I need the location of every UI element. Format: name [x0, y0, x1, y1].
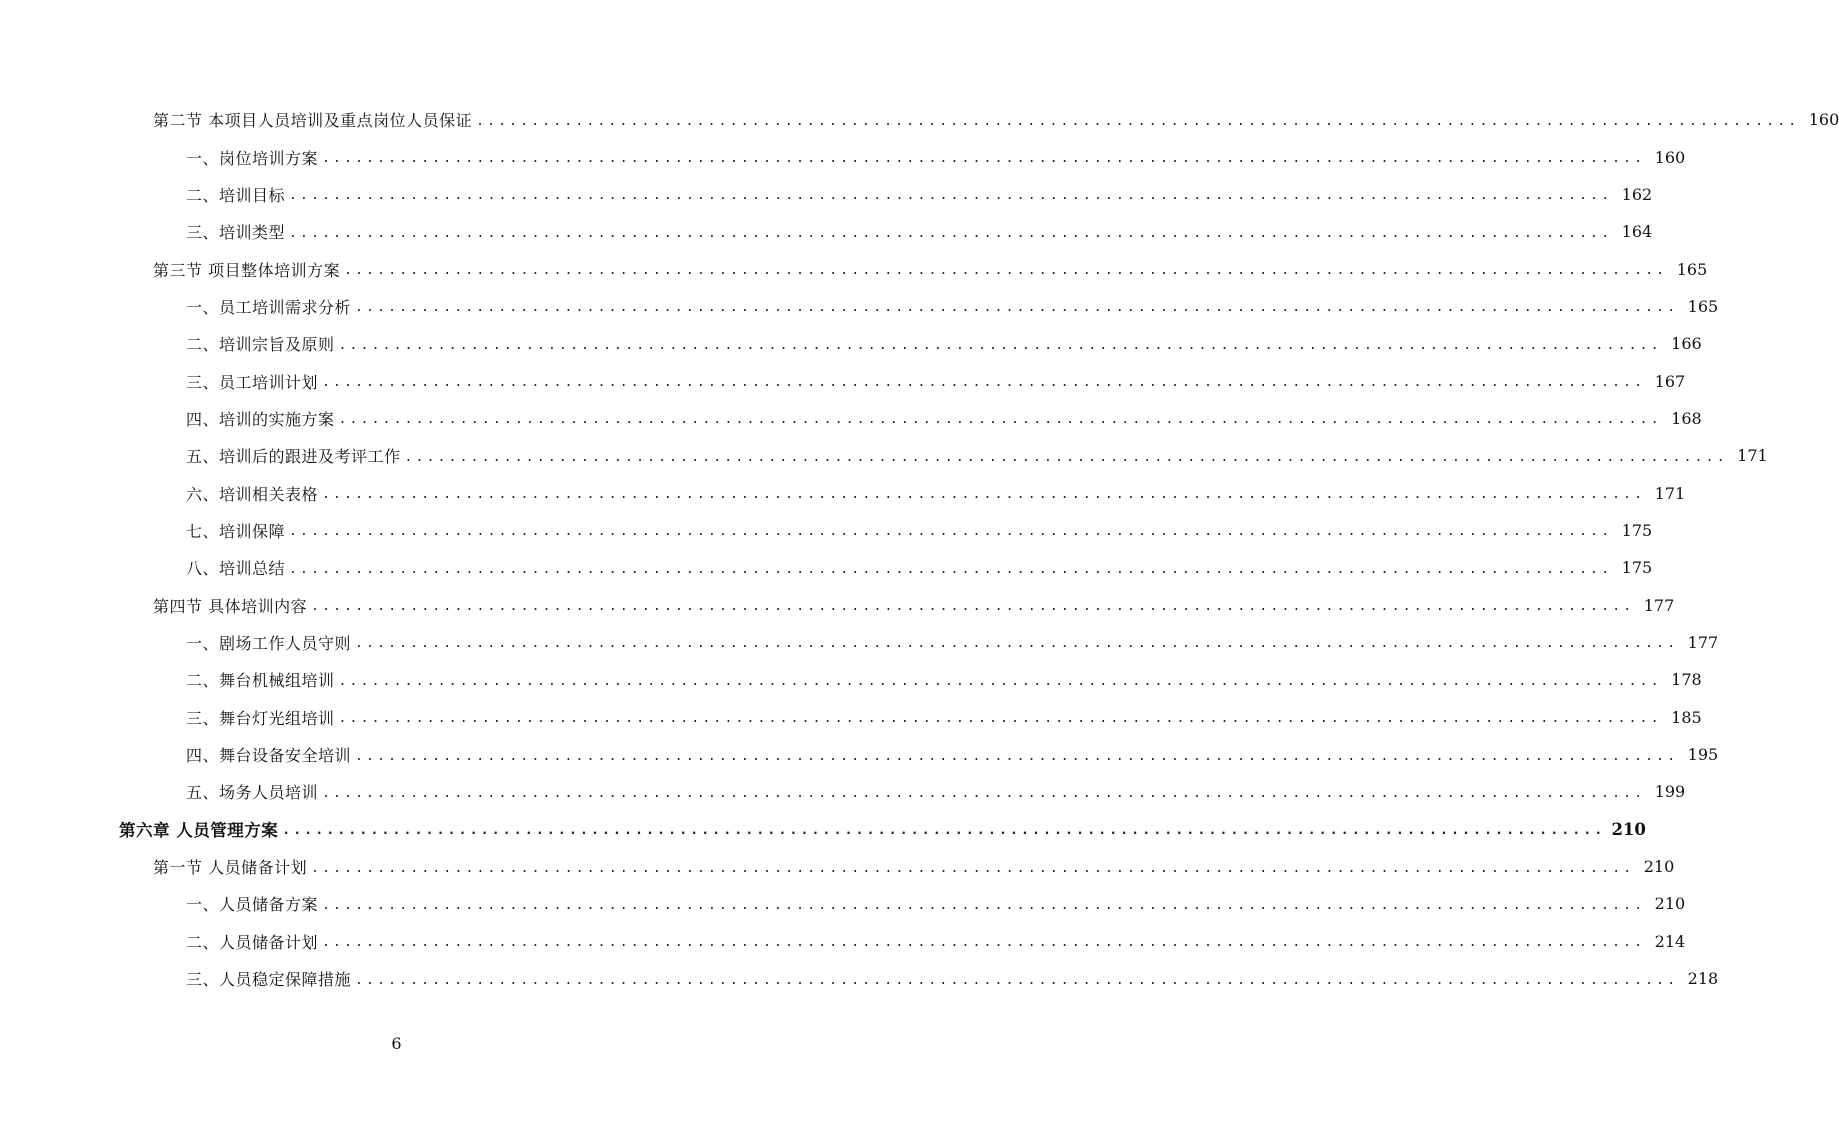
- toc-entry-page: 160: [1654, 147, 1686, 167]
- toc-entry-page: 171: [1737, 446, 1768, 466]
- toc-dot-leader: ........................................................................................................................: [289, 188, 1613, 204]
- toc-entry-title: 三、人员稳定保障措施: [186, 970, 352, 990]
- toc-entry-page: 210: [1611, 819, 1646, 839]
- toc-dot-leader: ........................................................................................................................: [476, 113, 1800, 129]
- toc-subsection-entry[interactable]: [0, 512, 1653, 549]
- toc-dot-leader: ........................................................................................................................: [355, 972, 1679, 988]
- toc-entry-page: 185: [1671, 707, 1702, 727]
- toc-entry-title: 二、舞台机械组培训: [186, 671, 335, 691]
- toc-dot-leader: ........................................................................................................................: [322, 151, 1646, 167]
- toc-entry-title: 五、场务人员培训: [186, 783, 319, 803]
- toc-entry-title: 二、培训宗旨及原则: [186, 335, 335, 355]
- toc-entry-title: 第四节 具体培训内容: [153, 596, 308, 616]
- toc-chapter-entry[interactable]: [0, 811, 1646, 848]
- toc-subsection-entry[interactable]: [0, 288, 1719, 325]
- toc-dot-leader: ........................................................................................................................: [289, 225, 1613, 241]
- toc-section-entry[interactable]: [0, 586, 1675, 623]
- toc-dot-leader: ........................................................................................................................: [338, 673, 1662, 689]
- toc-dot-leader: ........................................................................................................................: [338, 412, 1662, 428]
- toc-entry-page: 165: [1687, 296, 1719, 316]
- toc-entry-title: 六、培训相关表格: [186, 484, 319, 504]
- toc-dot-leader: ........................................................................................................................: [404, 449, 1728, 465]
- toc-dot-leader: ........................................................................................................................: [289, 524, 1613, 540]
- toc-entry-title: 一、剧场工作人员守则: [186, 633, 352, 653]
- toc-entry-page: 199: [1654, 782, 1686, 802]
- toc-entry-title: 一、人员储备方案: [186, 895, 319, 915]
- toc-subsection-entry[interactable]: [0, 773, 1686, 810]
- toc-subsection-entry[interactable]: [0, 923, 1686, 960]
- toc-subsection-entry[interactable]: [0, 138, 1686, 175]
- toc-dot-leader: ........................................................................................................................: [344, 263, 1668, 279]
- toc-entry-page: 195: [1687, 745, 1719, 765]
- toc-dot-leader: ........................................................................................................................: [322, 785, 1646, 801]
- toc-entry-title: 第二节 本项目人员培训及重点岗位人员保证: [153, 111, 473, 131]
- toc-subsection-entry[interactable]: [0, 736, 1719, 773]
- toc-entry-title: 第六章 人员管理方案: [119, 821, 279, 841]
- toc-entry-title: 五、培训后的跟进及考评工作: [186, 447, 401, 467]
- table-of-contents: [0, 101, 1839, 997]
- toc-subsection-entry[interactable]: [0, 960, 1719, 997]
- toc-entry-page: 171: [1654, 483, 1686, 503]
- toc-entry-page: 210: [1643, 857, 1675, 877]
- toc-subsection-entry[interactable]: [0, 699, 1702, 736]
- toc-dot-leader: ........................................................................................................................: [322, 897, 1646, 913]
- toc-dot-leader: ........................................................................................................................: [311, 860, 1635, 876]
- toc-subsection-entry[interactable]: [0, 400, 1702, 437]
- toc-entry-title: 一、岗位培训方案: [186, 148, 319, 168]
- toc-entry-page: 175: [1621, 558, 1653, 578]
- toc-entry-page: 175: [1621, 520, 1653, 540]
- toc-entry-page: 178: [1671, 670, 1702, 690]
- toc-dot-leader: ........................................................................................................................: [355, 300, 1679, 316]
- toc-subsection-entry[interactable]: [0, 176, 1653, 213]
- toc-section-entry[interactable]: [0, 250, 1708, 287]
- toc-subsection-entry[interactable]: [0, 549, 1653, 586]
- toc-entry-title: 第三节 项目整体培训方案: [153, 260, 341, 280]
- toc-subsection-entry[interactable]: [0, 213, 1653, 250]
- toc-entry-title: 八、培训总结: [186, 559, 286, 579]
- toc-entry-page: 167: [1654, 371, 1686, 391]
- toc-dot-leader: ........................................................................................................................: [355, 748, 1679, 764]
- toc-dot-leader: ........................................................................................................................: [322, 375, 1646, 391]
- toc-entry-title: 三、员工培训计划: [186, 372, 319, 392]
- toc-dot-leader: ........................................................................................................................: [355, 636, 1679, 652]
- toc-subsection-entry[interactable]: [0, 661, 1702, 698]
- toc-subsection-entry[interactable]: [0, 362, 1686, 399]
- toc-entry-page: 210: [1654, 894, 1686, 914]
- toc-subsection-entry[interactable]: [0, 437, 1768, 474]
- toc-entry-page: 168: [1671, 408, 1702, 428]
- toc-entry-title: 三、培训类型: [186, 223, 286, 243]
- toc-subsection-entry[interactable]: [0, 325, 1702, 362]
- toc-dot-leader: ........................................................................................................................: [322, 935, 1646, 951]
- toc-section-entry[interactable]: [0, 101, 1839, 138]
- toc-dot-leader: ........................................................................................................................: [338, 711, 1662, 727]
- toc-subsection-entry[interactable]: [0, 624, 1719, 661]
- toc-entry-title: 一、员工培训需求分析: [186, 297, 352, 317]
- toc-entry-page: 160: [1808, 110, 1839, 130]
- toc-subsection-entry[interactable]: [0, 474, 1686, 511]
- toc-entry-page: 166: [1671, 334, 1702, 354]
- toc-entry-title: 二、培训目标: [186, 185, 286, 205]
- toc-dot-leader: ........................................................................................................................: [322, 487, 1646, 503]
- toc-section-entry[interactable]: [0, 848, 1675, 885]
- toc-dot-leader: ........................................................................................................................: [289, 561, 1613, 577]
- toc-entry-page: 177: [1687, 632, 1719, 652]
- toc-entry-title: 二、人员储备计划: [186, 932, 319, 952]
- toc-dot-leader: ........................................................................................................................: [311, 599, 1635, 615]
- toc-entry-page: 177: [1643, 595, 1675, 615]
- toc-entry-title: 第一节 人员储备计划: [153, 858, 308, 878]
- toc-entry-page: 218: [1687, 969, 1719, 989]
- toc-entry-title: 三、舞台灯光组培训: [186, 708, 335, 728]
- page-number: 6: [391, 1034, 402, 1053]
- toc-dot-leader: ........................................................................................................................: [282, 823, 1606, 839]
- toc-dot-leader: ........................................................................................................................: [338, 337, 1662, 353]
- toc-entry-title: 四、培训的实施方案: [186, 409, 335, 429]
- toc-entry-title: 四、舞台设备安全培训: [186, 746, 352, 766]
- toc-subsection-entry[interactable]: [0, 885, 1686, 922]
- toc-entry-page: 214: [1654, 931, 1686, 951]
- toc-entry-title: 七、培训保障: [186, 521, 286, 541]
- toc-entry-page: 164: [1621, 222, 1653, 242]
- toc-entry-page: 165: [1676, 259, 1708, 279]
- toc-entry-page: 162: [1621, 184, 1653, 204]
